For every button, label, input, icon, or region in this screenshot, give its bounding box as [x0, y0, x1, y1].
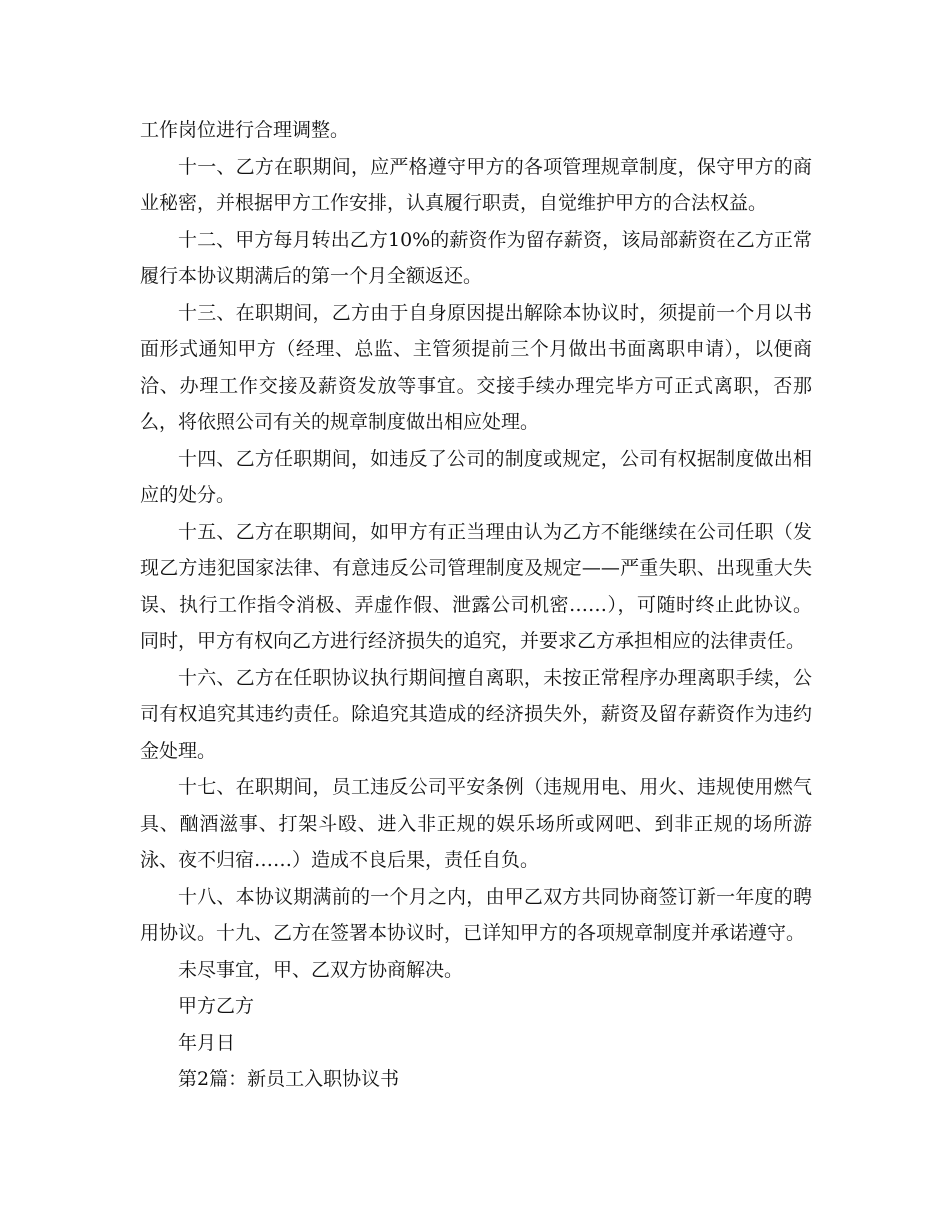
paragraph-clause-13: 十三、在职期间，乙方由于自身原因提出解除本协议时，须提前一个月以书面形式通知甲方（经理、总监、主管须提前三个月做出书面离职申请），以便商洽、办理工作交接及薪资发放等事宜。交接手续办理完毕方可正式离职，否那么，将依照公司有关的规章制度做出相应处理。: [140, 301, 812, 433]
paragraph-clause-14: 十四、乙方任职期间，如违反了公司的制度或规定，公司有权据制度做出相应的处分。: [140, 447, 812, 506]
paragraph-clause-12: 十二、甲方每月转出乙方10%的薪资作为留存薪资，该局部薪资在乙方正常履行本协议期满后的第一个月全额返还。: [140, 228, 812, 287]
section-heading: 第2篇：新员工入职协议书: [178, 1068, 400, 1090]
signature-date: 年月日: [178, 1031, 236, 1054]
paragraph-continuation: 工作岗位进行合理调整。: [140, 119, 350, 141]
paragraph-clause-15: 十五、乙方在职期间，如甲方有正当理由认为乙方不能继续在公司任职（发现乙方违犯国家法律、有意违反公司管理制度及规定——严重失职、出现重大失误、执行工作指令消极、弄虚作假、泄露公司机密……），可随时终止此协议。同时，甲方有权向乙方进行经济损失的追究，并要求乙方承担相应的法律责任。: [140, 520, 812, 652]
paragraph-clause-17: 十七、在职期间，员工违反公司平安条例（违规用电、用火、违规使用燃气具、酗酒滋事、打架斗殴、进入非正规的娱乐场所或网吧、到非正规的场所游泳、夜不归宿……）造成不良后果，责任自负。: [140, 776, 812, 871]
paragraph-clause-11: 十一、乙方在职期间，应严格遵守甲方的各项管理规章制度，保守甲方的商业秘密，并根据甲方工作安排，认真履行职责，自觉维护甲方的合法权益。: [140, 155, 812, 214]
paragraph-clause-18-19: 十八、本协议期满前的一个月之内，由甲乙双方共同协商签订新一年度的聘用协议。十九、乙方在签署本协议时，已详知甲方的各项规章制度并承诺遵守。: [140, 885, 812, 944]
paragraph-other-matters: 未尽事宜，甲、乙双方协商解决。: [178, 958, 464, 981]
document-body: [140, 112, 812, 1098]
signature-parties: 甲方乙方: [178, 995, 255, 1017]
paragraph-clause-16: 十六、乙方在任职协议执行期间擅自离职，未按正常程序办理离职手续，公司有权追究其违约责任。除追究其造成的经济损失外，薪资及留存薪资作为违约金处理。: [140, 666, 812, 762]
